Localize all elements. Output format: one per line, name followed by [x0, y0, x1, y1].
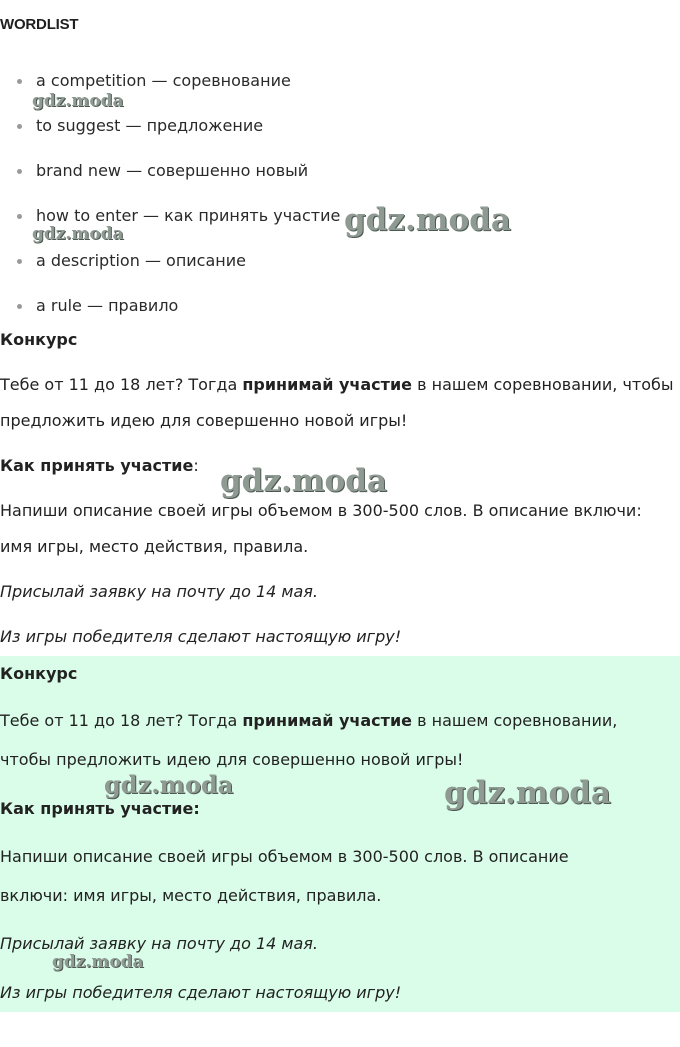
article-intro-start: Тебе от 11 до 18 лет? Тогда: [0, 375, 243, 394]
panel-promise: Из игры победителя сделают настоящую игру!: [0, 983, 402, 1002]
panel-desc-line1: Напиши описание своей игры объемом в 300-500 слов. В описание: [0, 847, 569, 866]
article-intro-end: в нашем соревновании, чтобы: [412, 375, 674, 394]
article-desc-line1: Напиши описание своей игры объемом в 300-500 слов. В описание включи:: [0, 501, 642, 520]
panel-intro-line2: чтобы предложить идею для совершенно новой игры!: [0, 750, 464, 769]
panel-heading: Конкурс: [0, 664, 78, 683]
wordlist-item-rule: a rule — правило: [0, 293, 340, 338]
article-desc-line2: имя игры, место действия, правила.: [0, 537, 309, 556]
article-intro-line2: предложить идею для совершенно новой игры!: [0, 411, 408, 430]
article-intro-bold: принимай участие: [242, 375, 412, 394]
watermark-1: gdz.moda: [32, 91, 124, 111]
panel-desc-line2: включи: имя игры, место действия, правила.: [0, 886, 382, 905]
panel-how-heading: Как принять участие:: [0, 799, 200, 818]
article-how-heading-text: Как принять участие: [0, 456, 194, 475]
article-how-heading-colon: :: [193, 456, 199, 475]
article-heading: Конкурс: [0, 330, 78, 349]
wordlist-item-suggest: to suggest — предложение: [0, 113, 340, 158]
wordlist-title: WORDLIST: [0, 16, 79, 33]
panel-intro-bold: принимай участие: [242, 711, 412, 730]
wordlist-item-how-to-enter: how to enter — как принять участие: [0, 203, 340, 248]
watermark-6: gdz.moda: [444, 775, 611, 811]
wordlist-item-description: a description — описание: [0, 248, 340, 293]
watermark-5: gdz.moda: [104, 770, 234, 799]
panel-intro: [0, 711, 617, 730]
panel-intro-start: Тебе от 11 до 18 лет? Тогда: [0, 711, 243, 730]
panel-intro-end: в нашем соревновании,: [412, 711, 618, 730]
article-how-heading: [0, 456, 199, 475]
article-deadline: Присылай заявку на почту до 14 мая.: [0, 582, 319, 601]
watermark-4: gdz.moda: [220, 463, 387, 499]
watermark-7: gdz.moda: [52, 952, 144, 972]
article-intro: [0, 375, 674, 394]
watermark-3: gdz.moda: [32, 224, 124, 244]
watermark-2: gdz.moda: [344, 202, 511, 238]
wordlist-item-brand-new: brand new — совершенно новый: [0, 158, 340, 203]
wordlist-item-competition: a competition — соревнование: [0, 68, 340, 113]
panel-deadline: Присылай заявку на почту до 14 мая.: [0, 934, 319, 953]
article-promise: Из игры победителя сделают настоящую игру!: [0, 627, 402, 646]
